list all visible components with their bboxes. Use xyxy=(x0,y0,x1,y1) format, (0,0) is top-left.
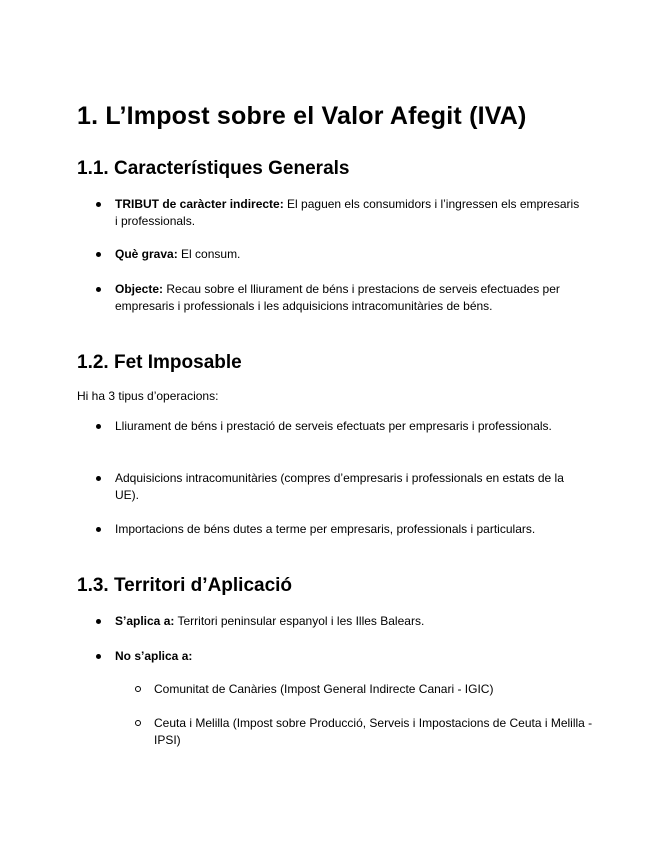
list-item xyxy=(96,196,585,230)
bullet-icon xyxy=(96,287,101,292)
item-label: S’aplica a: xyxy=(115,614,175,628)
list-item xyxy=(96,521,585,538)
item-text: Recau sobre el lliurament de béns i prestacions de serveis efectuades per empresaris i professionals i les adquisicions intracomunitàries de béns. xyxy=(115,282,560,313)
list-item xyxy=(96,246,585,263)
item-label: TRIBUT de caràcter indirecte: xyxy=(115,197,284,211)
list-item xyxy=(96,613,585,630)
list-item xyxy=(96,470,585,504)
bullet-icon xyxy=(96,202,101,207)
bullet-icon xyxy=(96,476,101,481)
item-text: El consum. xyxy=(177,247,241,261)
item-label: Què grava: xyxy=(115,247,178,261)
item-text: El paguen els consumidors i l’ingressen els empresaris i professionals. xyxy=(115,197,580,228)
bullet-icon xyxy=(96,619,101,624)
list-item xyxy=(96,281,585,315)
item-text: Lliurament de béns i prestació de serveis efectuats per empresaris i professionals. xyxy=(115,419,552,433)
section-heading-territory: 1.3. Territori d’Aplicació xyxy=(77,575,293,596)
item-label: Objecte: xyxy=(115,282,164,296)
section-heading-general: 1.1. Característiques Generals xyxy=(77,158,350,179)
item-text: Importacions de béns dutes a terme per empresaris, professionals i particulars. xyxy=(115,522,536,536)
section-intro: Hi ha 3 tipus d’operacions: xyxy=(77,389,219,403)
bullet-icon xyxy=(96,527,101,532)
bullet-icon xyxy=(96,654,101,659)
section-heading-taxable-event: 1.2. Fet Imposable xyxy=(77,352,242,373)
item-text: Territori peninsular espanyol i les Illes Balears. xyxy=(174,614,425,628)
hollow-bullet-icon xyxy=(135,720,141,726)
list-item xyxy=(96,648,585,665)
hollow-bullet-icon xyxy=(135,686,141,692)
list-item xyxy=(96,418,585,435)
item-text: Ceuta i Melilla (Impost sobre Producció, Serveis i Impostacions de Ceuta i Melilla - IPSI) xyxy=(154,716,593,747)
item-label: No s’aplica a: xyxy=(115,649,193,663)
sub-list-item xyxy=(135,715,594,749)
bullet-icon xyxy=(96,424,101,429)
item-text: Comunitat de Canàries (Impost General Indirecte Canari - IGIC) xyxy=(154,682,494,696)
page-title: 1. L’Impost sobre el Valor Afegit (IVA) xyxy=(77,102,527,130)
item-text: Adquisicions intracomunitàries (compres d’empresaris i professionals en estats de la UE). xyxy=(115,471,564,502)
bullet-icon xyxy=(96,252,101,257)
sub-list-item xyxy=(135,681,594,698)
